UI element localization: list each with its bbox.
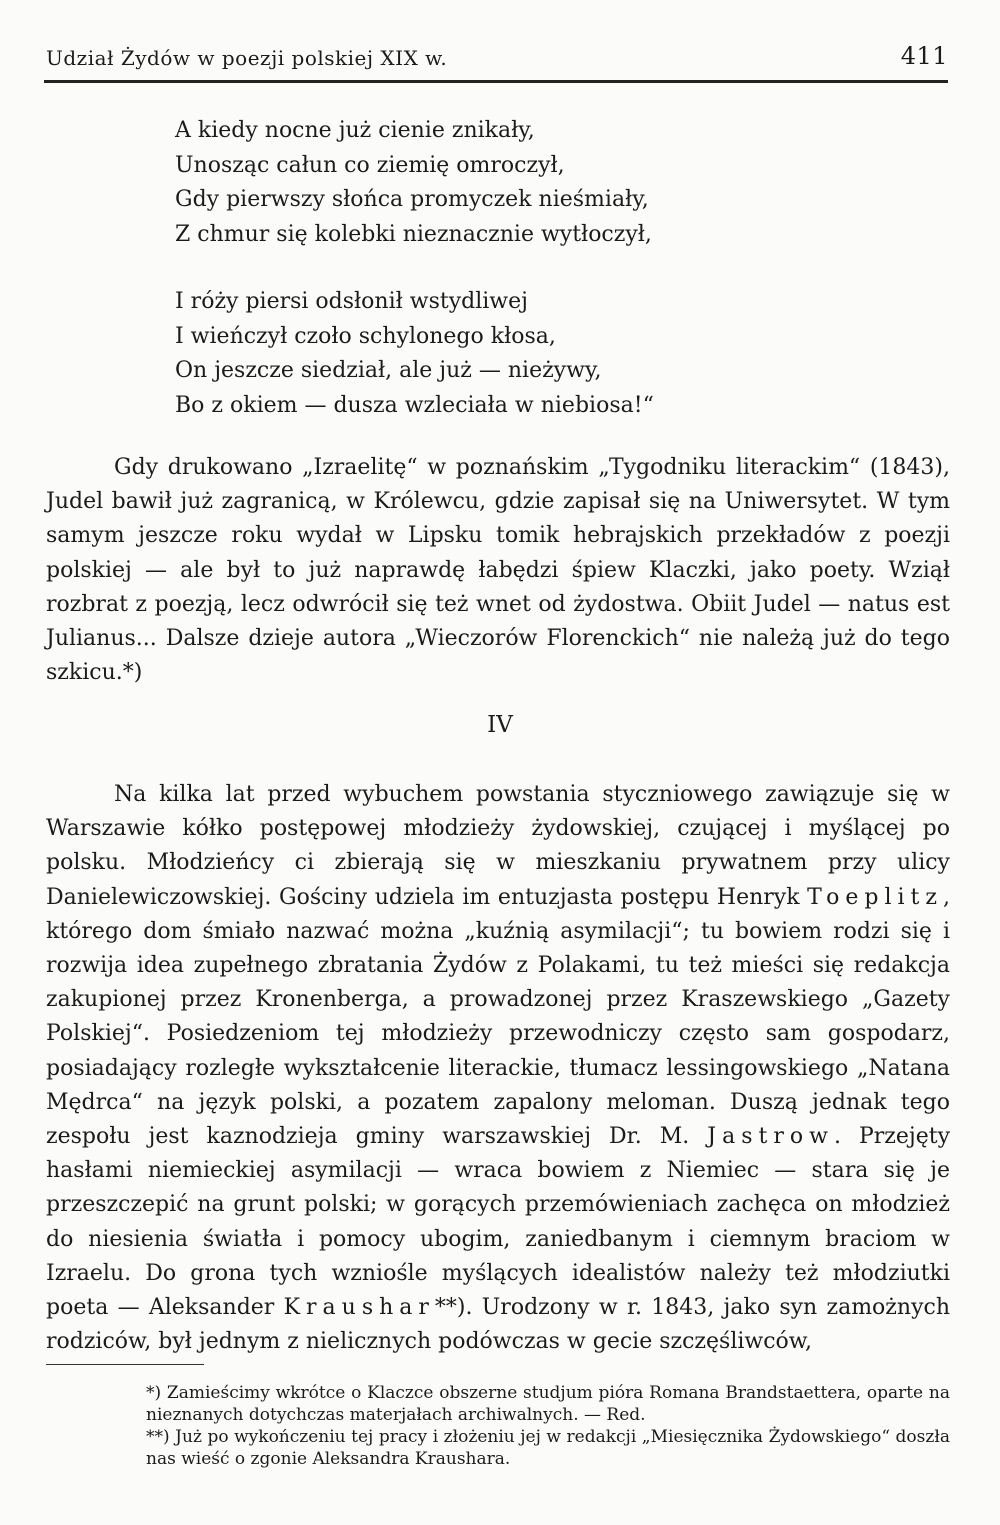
section-number: IV bbox=[487, 712, 513, 738]
paragraph-1-text: Gdy drukowano „Izraelitę“ w poznańskim „Tygodniku literackim“ (1843), Judel bawił już zagranicą, w Królewcu, gdzie zapisał się na Uniwersytet. W tym samym jeszcze roku wydał w Lipsku tomik hebrajskich przekładów z poezji polskiej — ale był to już naprawdę łabędzi śpiew Klaczki, jako poety. Wziął rozbrat z poezją, lecz odwrócił się też wnet od żydostwa. Obiit Judel — natus est Julianus... Dalsze dzieje autora „Wieczorów Florenckich“ nie należą już do tego szkicu.*) bbox=[46, 455, 950, 686]
paragraph-2-part-4: **). Urodzony w r. 1843, jako syn zamożnych rodziców, był jednym z nielicznych podówczas w gecie szczęśliwców, bbox=[46, 1295, 950, 1355]
poem bbox=[175, 114, 654, 423]
poem-line: Bo z okiem — dusza wzleciała w niebiosa!“ bbox=[175, 392, 654, 418]
paragraph-1 bbox=[46, 451, 950, 690]
footnotes bbox=[46, 1382, 950, 1470]
poem-line: I wieńczył czoło schylonego kłosa, bbox=[175, 323, 556, 349]
poem-line: Unosząc całun co ziemię omroczył, bbox=[175, 152, 565, 178]
footnote-2: **) Już po wykończeniu tej pracy i złożeniu jej w redakcji „Miesięcznika Żydowskiego“ doszła nas wieść o zgonie Aleksandra Kraushara. bbox=[146, 1427, 950, 1469]
paragraph-2-part-1: Na kilka lat przed wybuchem powstania styczniowego zawiązuje się w Warszawie kółko postępowej młodzieży żydowskiej, czującej i myślącej po polsku. Młodzieńcy ci zbierają się w mieszkaniu prywatnem przy ulicy Danielewiczowskiej. Gościny udziela im entuzjasta postępu Henryk bbox=[46, 782, 950, 910]
page-number: 411 bbox=[900, 42, 948, 70]
poem-line: Z chmur się kolebki nieznacznie wytłoczył, bbox=[175, 221, 652, 247]
paragraph-2-part-3: . Przejęty hasłami niemieckiej asymilacji — wraca bowiem z Niemiec — stara się je przeszczepić na grunt polski; w gorących przemówieniach zachęca on młodzież do niesienia światła i pomocy ubogim, zaniedbanym i ciemnym braciom w Izraelu. Do grona tych wzniośle myślących idealistów należy też młodziutki poeta — Aleksander bbox=[46, 1124, 950, 1321]
paragraph-2 bbox=[46, 778, 950, 1359]
header-rule bbox=[44, 80, 948, 83]
name-kraushar: Kraushar bbox=[283, 1295, 435, 1321]
name-toeplitz: Toeplitz bbox=[807, 884, 943, 910]
paragraph-2-part-2: , którego dom śmiało nazwać można „kuźnią asymilacji“; tu bowiem rodzi się i rozwija idea zupełnego zbratania Żydów z Polakami, tu też mieści się redakcja zakupionej przez Kronenberga, a prowadzonej przez Kraszewskiego „Gazety Polskiej“. Posiedzeniom tej młodzieży przewodniczy często sam gospodarz, posiadający rozległe wykształcenie literackie, tłumacz lessingowskiego „Natana Mędrca“ na język polski, a pozatem zapalony meloman. Duszą jednak tego zespołu jest kaznodzieja gminy warszawskiej Dr. M. bbox=[46, 884, 950, 1150]
footnote-rule bbox=[46, 1364, 204, 1365]
running-header bbox=[46, 42, 948, 82]
poem-line: A kiedy nocne już cienie znikały, bbox=[175, 118, 535, 143]
poem-line: I róży piersi odsłonił wstydliwej bbox=[175, 289, 528, 314]
poem-stanza-2 bbox=[175, 285, 654, 423]
running-title: Udział Żydów w poezji polskiej XIX w. bbox=[46, 46, 448, 70]
poem-line: On jeszcze siedział, ale już — nieżywy, bbox=[175, 358, 602, 383]
name-jastrow: Jastrow bbox=[707, 1124, 834, 1150]
paragraph-2-text bbox=[46, 778, 950, 1359]
poem-stanza-1 bbox=[175, 114, 654, 252]
poem-line: Gdy pierwszy słońca promyczek nieśmiały, bbox=[175, 187, 649, 212]
footnote-1: *) Zamieścimy wkrótce o Klaczce obszerne studjum pióra Romana Brandstaettera, oparte na nieznanych dotychczas materjałach archiwalnych. — Red. bbox=[146, 1383, 950, 1425]
